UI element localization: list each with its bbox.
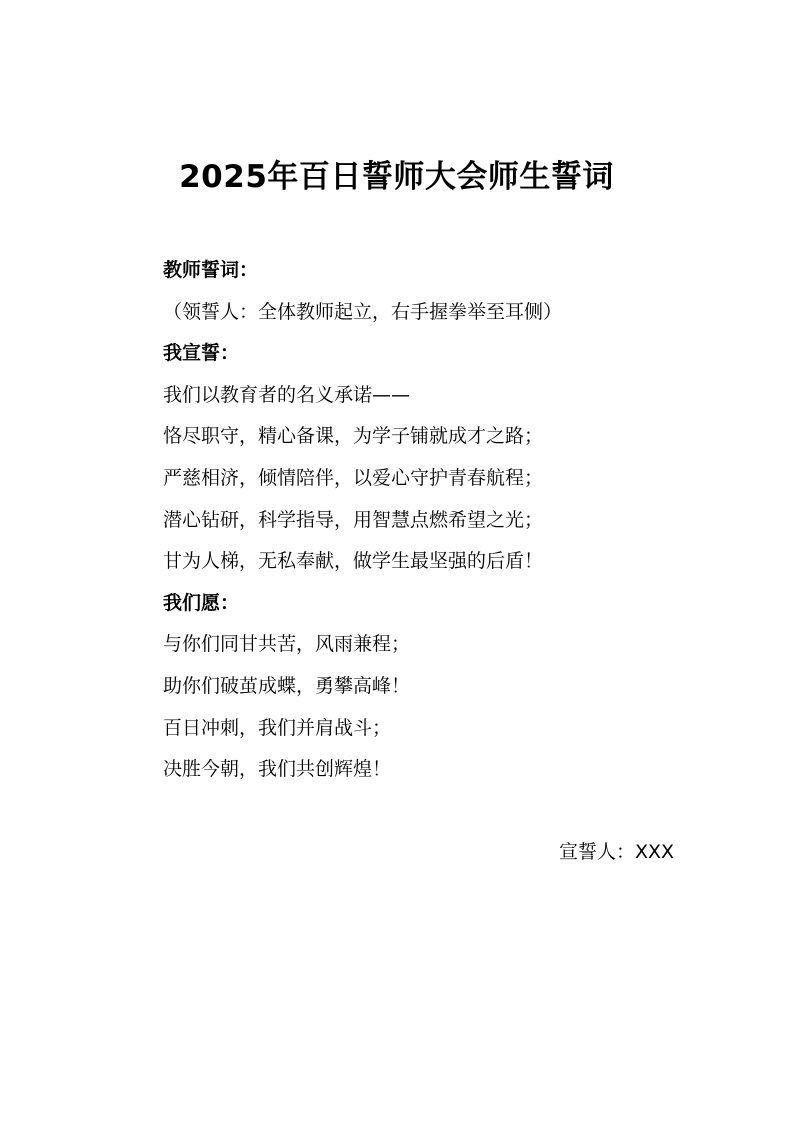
oath-line: 恪尽职守，精心备课，为学子铺就成才之路； [163, 425, 544, 448]
oath-line: 与你们同甘共苦，风雨兼程； [163, 633, 411, 656]
oath-body [163, 250, 703, 791]
i-swear-heading: 我宣誓： [163, 342, 240, 365]
page-title: 2025年百日誓师大会师生誓词 [179, 159, 614, 195]
signature-line: 宣誓人：XXX [558, 841, 674, 863]
teacher-oath-heading: 教师誓词： [163, 259, 259, 281]
oath-line: 严慈相济，倾情陪伴，以爱心守护青春航程； [163, 466, 544, 489]
oath-line: 决胜今朝，我们共创辉煌！ [163, 758, 392, 781]
oath-line: 甘为人梯，无私奉献，做学生最坚强的后盾！ [163, 550, 544, 573]
oath-leader-instruction: （领誓人：全体教师起立，右手握拳举至耳侧） [163, 300, 563, 323]
we-wish-heading: 我们愿： [163, 591, 240, 614]
oath-line: 百日冲刺，我们并肩战斗； [163, 716, 392, 739]
oath-line: 潜心钻研，科学指导，用智慧点燃希望之光； [163, 508, 544, 531]
oath-line: 助你们破茧成蝶，勇攀高峰！ [163, 674, 411, 697]
oath-line: 我们以教育者的名义承诺—— [163, 383, 411, 406]
